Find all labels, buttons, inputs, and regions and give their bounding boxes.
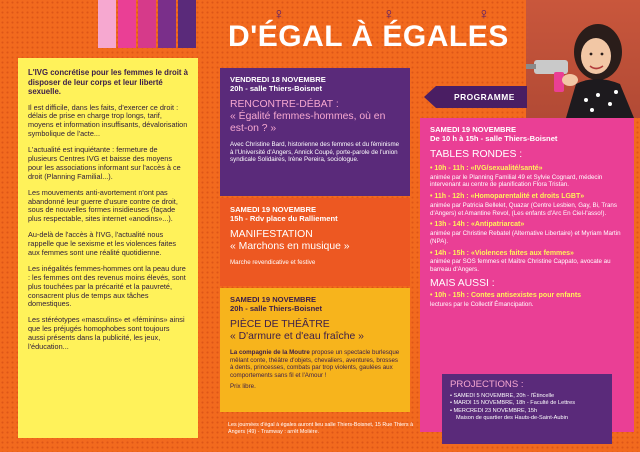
- debate-time-place: 20h - salle Thiers-Boisnet: [230, 84, 322, 94]
- mais-aussi-head: • 10h - 15h : Contes antisexistes pour enfants: [430, 291, 582, 299]
- projections-box: [442, 374, 612, 444]
- theatre-title: « D'armure et d'eau fraîche »: [230, 330, 364, 342]
- demo-date: SAMEDI 19 NOVEMBRE: [230, 205, 317, 214]
- theatre-desc: propose un spectacle burlesque mêlant conte, théâtre d'objets, chevaliers, aventures, brosses à dents, princesses, combats par trop violents, gaulées aux comportements sans fil et l'Amour !: [230, 348, 400, 380]
- intro-paragraph: Les stéréotypes «masculins» et «féminins» ainsi que les préjugés homophobes sont toujours aussi présents dans la publicité, les jeux, l'éducation...: [28, 315, 185, 351]
- intro-paragraph: Il est difficile, dans les faits, d'exercer ce droit : délais de prise en charge trop longs, tarif, moyens et information insuffisants, dévalorisation symbolique de l'acte...: [28, 102, 188, 139]
- venus-symbol-icon: ♀: [383, 6, 395, 23]
- intro-paragraph: Au-delà de l'accès à l'IVG, l'actualité nous rappelle que le sexisme et les violences faites aux femmes sont une réalité quotidienne.: [28, 230, 177, 257]
- programme-date: SAMEDI 19 NOVEMBRE: [430, 125, 517, 134]
- theatre-type: PIÈCE DE THÉÂTRE: [230, 318, 330, 330]
- table-item-body: animée par le Planning Familial 49 et Sylvie Cognard, médecin intervenant au centre de planification Flora Tristan.: [430, 173, 603, 189]
- top-strip-2: [118, 0, 136, 48]
- woman-with-drill-photo: [526, 0, 640, 118]
- top-strip-4: [158, 0, 176, 48]
- top-strip-5: [178, 0, 196, 48]
- table-item-body: animée par Patricia Bellelet, Quazar (Centre Lesbien, Gay, Bi, Trans d'Angers) et Amantine Revol, (Les enfants d'Arc En Ciel-l'asso!).: [430, 201, 617, 217]
- debate-type: RENCONTRE-DÉBAT :: [230, 98, 339, 110]
- demo-time-place: 15h - Rdv place du Ralliement: [230, 214, 338, 224]
- theatre-price: Prix libre.: [230, 382, 256, 390]
- table-item-head: • 11h - 12h : «Homoparentalité et droits LGBT»: [430, 193, 585, 201]
- programme-time-place: De 10 h à 15h - salle Thiers-Boisnet: [430, 134, 558, 144]
- mais-aussi-body: lectures par le Collectif Émancipation.: [430, 300, 534, 308]
- projection-item: • MERCREDI 23 NOVEMBRE, 15h: [450, 407, 538, 414]
- intro-panel: [18, 58, 198, 438]
- projection-item: • SAMEDI 5 NOVEMBRE, 20h - l'Étincelle: [450, 393, 555, 399]
- demonstration-block: [220, 198, 410, 286]
- venue-note: Les journées d'égal à égales auront lieu salle Thiers-Boisnet, 15 Rue Thiers à Angers (49) - Tramway : arrêt Molière.: [228, 422, 414, 436]
- venus-symbol-icon: ♀: [478, 6, 490, 23]
- table-item-head: • 14h - 15h : «Violences faites aux femmes»: [430, 249, 574, 257]
- table-item-body: animée par Christine Rebatel (Alternative Libertaire) et Myriam Martin (NPA).: [430, 230, 621, 245]
- projections-title: PROJECTIONS :: [450, 379, 524, 390]
- top-strip-3: [138, 0, 156, 48]
- theatre-date: SAMEDI 19 NOVEMBRE: [230, 295, 317, 304]
- table-item-head: • 13h - 14h : «Antipatriarcat»: [430, 221, 525, 229]
- mais-aussi-title: MAIS AUSSI :: [430, 277, 495, 289]
- debate-title: « Égalité femmes-hommes, où en est-on ? »: [230, 110, 386, 134]
- intro-paragraph: Les inégalités femmes-hommes ont la peau dure : les femmes ont des revenus moins élevés, sont plus touchées par la précarité et la pauvreté, consacrent plus de temps aux tâches domestiques.: [28, 263, 186, 309]
- programme-label: PROGRAMME: [436, 86, 527, 108]
- theatre-desc-wrap: [230, 349, 400, 380]
- debate-date: VENDREDI 18 NOVEMBRE: [230, 75, 326, 84]
- intro-lead: L'IVG concrétise pour les femmes le droit à disposer de leur corps et leur liberté sexuelle.: [28, 68, 189, 96]
- intro-paragraph: Les mouvements anti-avortement n'ont pas abandonné leur guerre d'usure contre ce droit, sous de nouvelles formes insidieuses (façade plus respectable, sites internet «anodins»...).: [28, 187, 178, 224]
- theatre-block: [220, 288, 410, 412]
- demo-desc: Marche revendicative et festive: [230, 258, 316, 266]
- table-item-head: • 10h - 11h : «IVG/sexualité/santé»: [430, 164, 543, 172]
- projection-item: Maison de quartier des Hauts-de-Saint-Aubin: [456, 414, 568, 421]
- demo-title: « Marchons en musique »: [230, 240, 350, 252]
- page-title: D'ÉGAL À ÉGALES: [228, 20, 509, 53]
- theatre-time-place: 20h - salle Thiers-Boisnet: [230, 304, 322, 314]
- venus-symbol-icon: ♀: [273, 6, 285, 23]
- debate-block: [220, 68, 410, 196]
- tables-title: TABLES RONDES :: [430, 148, 523, 160]
- demo-type: MANIFESTATION: [230, 228, 313, 240]
- title-area: [228, 6, 518, 68]
- table-item-body: animée par SOS femmes et Maître Christine Cappato, avocate au barreau d'Angers.: [430, 258, 611, 274]
- top-strip-1: [98, 0, 116, 48]
- debate-speakers: Avec Christine Bard, historienne des femmes et du féminisme à l'Université d'Angers, Annick Coupé, porte-parole de l'union syndicale Solidaires, Irène Pereira, sociologue.: [230, 140, 400, 164]
- projection-item: • MARDI 15 NOVEMBRE, 18h - Faculté de Lettres: [450, 400, 576, 407]
- intro-paragraph: L'actualité est inquiétante : fermeture de plusieurs Centres IVG et baisse des moyens pour les associations informant sur l'accès à ce droit (Planning Familial...).: [28, 145, 181, 181]
- theatre-company: La compagnie de la Moutre: [230, 348, 310, 356]
